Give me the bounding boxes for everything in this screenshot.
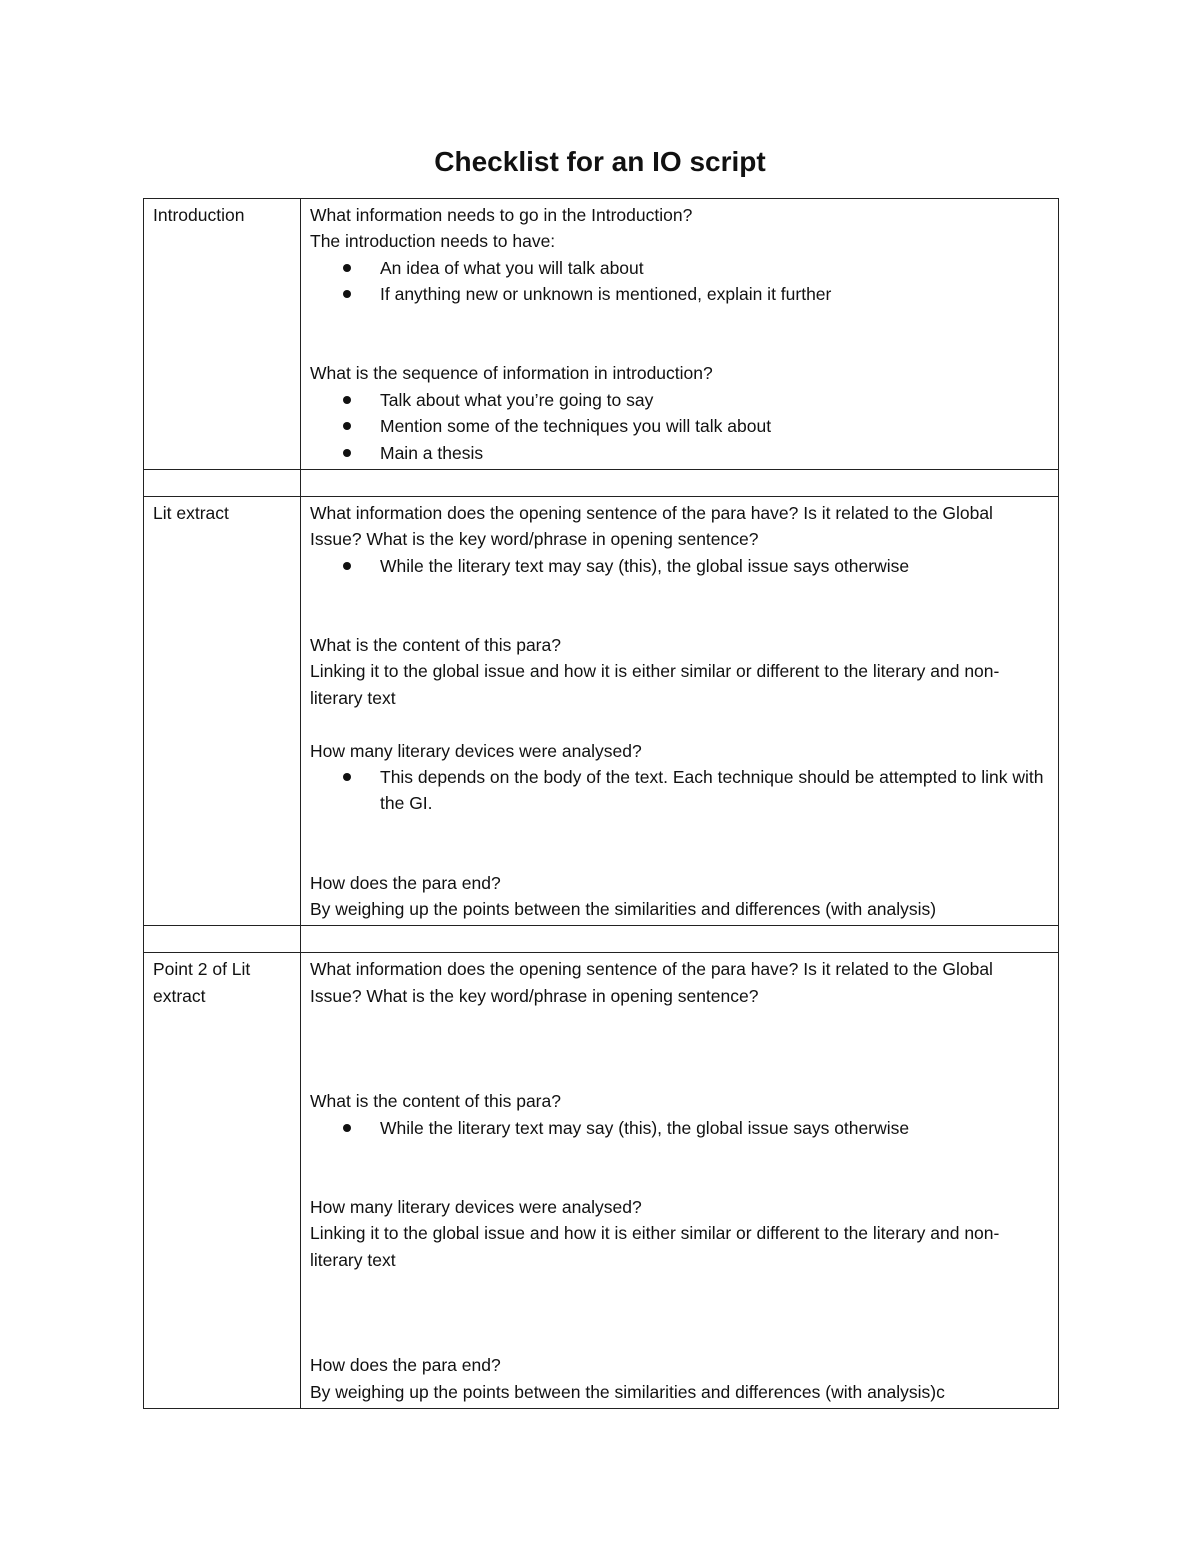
section-content	[301, 497, 1059, 926]
answer: By weighing up the points between the similarities and differences (with analysis)	[310, 899, 937, 920]
question: What information does the opening sentence of the para have? Is it related to the Global Issue? What is the key word/phrase in opening sentence?	[310, 959, 993, 1006]
bullet-icon	[343, 773, 351, 781]
page-title: Checklist for an IO script	[434, 146, 766, 177]
section-content	[301, 199, 1059, 470]
answer: By weighing up the points between the similarities and differences (with analysis)c	[310, 1381, 945, 1402]
bullet-icon	[343, 264, 351, 272]
list-item: Main a thesis	[310, 440, 1049, 466]
checklist-table	[143, 198, 1059, 1409]
spacer-row	[144, 926, 1059, 953]
list-item: An idea of what you will talk about	[310, 255, 1049, 281]
question: How many literary devices were analysed?	[310, 1197, 642, 1218]
answer: The introduction needs to have:	[310, 231, 556, 252]
list-item: While the literary text may say (this), the global issue says otherwise	[310, 1115, 1049, 1141]
answer: Linking it to the global issue and how it is either similar or different to the literary and non-literary text	[310, 661, 1000, 708]
bullet-icon	[343, 290, 351, 298]
question: What is the content of this para?	[310, 1091, 561, 1112]
question: What is the content of this para?	[310, 635, 561, 656]
section-label: Point 2 of Lit extract	[144, 953, 301, 1409]
section-label: Lit extract	[144, 497, 301, 926]
list-item: Talk about what you’re going to say	[310, 387, 1049, 413]
question: How many literary devices were analysed?	[310, 740, 642, 761]
bullet-icon	[343, 1124, 351, 1132]
question: How does the para end?	[310, 872, 501, 893]
list-item: While the literary text may say (this), the global issue says otherwise	[310, 553, 1049, 579]
section-label: Introduction	[144, 199, 301, 470]
table-row	[144, 953, 1059, 1409]
table-row	[144, 199, 1059, 470]
bullet-icon	[343, 449, 351, 457]
answer: Linking it to the global issue and how it is either similar or different to the literary and non-literary text	[310, 1223, 1000, 1270]
spacer-row	[144, 470, 1059, 497]
bullet-icon	[343, 396, 351, 404]
question: What information does the opening sentence of the para have? Is it related to the Global Issue? What is the key word/phrase in opening sentence?	[310, 503, 993, 550]
bullet-icon	[343, 562, 351, 570]
list-item: This depends on the body of the text. Each technique should be attempted to link with the GI.	[310, 764, 1049, 817]
list-item: If anything new or unknown is mentioned, explain it further	[310, 281, 1049, 307]
list-item: Mention some of the techniques you will talk about	[310, 413, 1049, 439]
table-row	[144, 497, 1059, 926]
section-content	[301, 953, 1059, 1409]
bullet-icon	[343, 422, 351, 430]
question: How does the para end?	[310, 1355, 501, 1376]
question: What information needs to go in the Introduction?	[310, 205, 693, 225]
question: What is the sequence of information in introduction?	[310, 363, 713, 384]
